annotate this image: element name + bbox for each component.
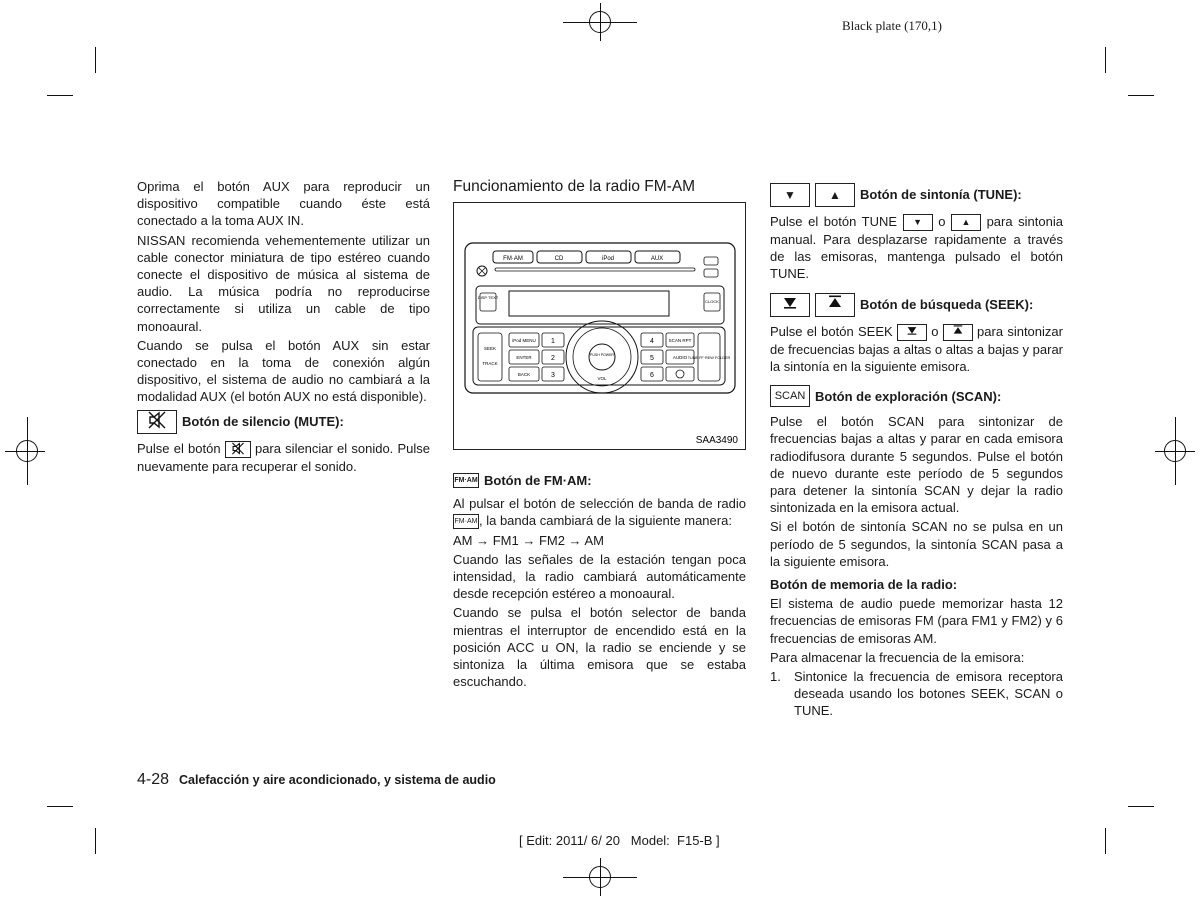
preset-6-label: 6: [650, 372, 654, 379]
up-arrow-icon: ▲: [951, 214, 981, 231]
tune-or: o: [938, 214, 946, 229]
seek-down-icon: [770, 293, 810, 317]
knob-label: PUSH POWER: [590, 353, 614, 357]
fm-am-heading-row: [453, 472, 746, 489]
mute-heading-row: [137, 410, 430, 434]
column-2: [453, 178, 746, 203]
enter-button-label: ENTER: [516, 355, 532, 360]
ipod-menu-label: iPod MENU: [512, 338, 536, 343]
fm-am-p1-before: Al pulsar el botón de selección de banda de radio: [453, 496, 746, 512]
seek-up-icon: [943, 324, 973, 341]
seek-text-after: para sintonizar de frecuencias bajas a altas o altas a bajas y parar la sintonía en la siguiente emisora.: [770, 323, 1063, 374]
clock-button-label: CLOCK: [705, 299, 719, 304]
audio-button-label: AUDIO: [672, 355, 688, 360]
paragraph: Si el botón de sintonía SCAN no se pulsa en un período de 5 segundos, la sintonía SCAN pasa a la siguiente emisora.: [770, 519, 1063, 569]
list-item: [770, 668, 1063, 720]
radio-figure: [453, 202, 746, 450]
preset-5-label: 5: [650, 355, 654, 362]
preset-2-label: 2: [551, 355, 555, 362]
section-title: Funcionamiento de la radio FM-AM: [453, 178, 696, 195]
fm-am-paragraph: [453, 495, 746, 529]
memory-heading: Botón de memoria de la radio:: [770, 576, 958, 592]
aux-button-label: AUX: [650, 256, 664, 262]
scan-key-icon: SCAN: [770, 385, 810, 407]
paragraph: NISSAN recomienda vehementemente utilizar un cable conector miniatura de tipo estéreo cuando conecte el dispositivo de música al sistema de audio. La música podría no reproducirse correctamente si utiliza un cable de tipo monoaural.: [137, 232, 430, 334]
mute-heading: Botón de silencio (MUTE):: [182, 414, 344, 430]
seek-up-icon: [815, 293, 855, 317]
seek-or: o: [931, 323, 939, 339]
fm-am-inline-key: FM·AM: [453, 514, 479, 529]
down-arrow-icon: ▼: [770, 183, 810, 207]
ipod-button-label: iPod: [601, 256, 615, 262]
tune-text-after: para sintonia manual. Para desplazarse rapidamente a través de las emisoras, mantenga pulsado el botón TUNE.: [770, 214, 1063, 282]
mute-text-after: para silenciar el sonido. Pulse nuevamente para recuperar el sonido.: [137, 440, 430, 474]
page-number: 4-28: [137, 771, 170, 788]
preset-4-label: 4: [650, 338, 654, 345]
fm-am-heading: Botón de FM·AM:: [484, 473, 592, 488]
page-footer: [137, 771, 496, 789]
tune-heading-row: [770, 183, 1063, 207]
paragraph: Cuando se pulsa el botón AUX sin estar conectado en la toma de conexión algún dispositivo, el sistema de audio no cambiará a la modalidad AUX (el botón AUX no está disponible).: [137, 337, 430, 405]
column-1: [137, 178, 430, 477]
edit-info: [ Edit: 2011/ 6/ 20 Model: F15-B ]: [519, 833, 720, 848]
seek-heading-row: [770, 293, 1063, 317]
scan-rpt-label: SCAN RPT: [668, 338, 692, 343]
column-3: [770, 183, 1063, 720]
radio-illustration: [454, 203, 745, 449]
fm-am-p1-after: , la banda cambiará de la siguiente manera:: [479, 513, 732, 529]
mute-text: [137, 440, 430, 475]
figure-code: SAA3490: [695, 435, 738, 446]
track-button-label: TRACK: [482, 361, 498, 366]
down-arrow-icon: ▼: [903, 214, 933, 231]
band-sequence: AM → FM1 → FM2 → AM: [453, 532, 604, 548]
back-button-label: BACK: [517, 372, 531, 377]
cd-button-label: CD: [554, 256, 564, 262]
fm-am-section: [453, 472, 746, 692]
vol-label: VOL: [597, 376, 607, 381]
step-number: 1.: [770, 668, 781, 684]
paragraph: Pulse el botón SCAN para sintonizar de frecuencias bajas a altas y parar en cada emisora radiodifusora durante 5 segundos. Pulse el botón de nuevo durante este período de 5 segundos para detener la sintonía SCAN y dejar la radio sintonizada en la emisora actual.: [770, 414, 1063, 516]
seek-heading: Botón de búsqueda (SEEK):: [860, 297, 1034, 313]
step-text: Sintonice la frecuencia de emisora receptora deseada usando los botones SEEK, SCAN o TUNE.: [794, 668, 1063, 719]
mute-text-before: Pulse el botón: [137, 440, 221, 456]
mute-key-icon: [137, 410, 177, 434]
tune-button-label: TUNE FF·REW FOLDER: [687, 356, 731, 360]
fm-am-key-icon: FM·AM: [453, 473, 479, 488]
paragraph: Cuando se pulsa el botón selector de banda mientras el interruptor de encendido está en la posición ACC u ON, la radio se enciende y se sintoniza la última emisora que se estaba escuchando.: [453, 605, 746, 690]
seek-paragraph: [770, 323, 1063, 375]
chapter-title: Calefacción y aire acondicionado, y sistema de audio: [179, 773, 496, 787]
plate-label: Black plate (170,1): [842, 18, 942, 33]
tune-text-before: Pulse el botón TUNE: [770, 214, 898, 229]
preset-1-label: 1: [551, 338, 555, 345]
fm-am-button-label: FM·AM: [503, 256, 523, 262]
paragraph: Para almacenar la frecuencia de la emisora:: [770, 649, 1025, 665]
scan-heading-row: [770, 385, 1063, 407]
tune-heading: Botón de sintonía (TUNE):: [860, 187, 1022, 203]
seek-text-before: Pulse el botón SEEK: [770, 323, 893, 339]
tune-paragraph: [770, 213, 1063, 283]
mute-inline-icon: [225, 441, 251, 458]
paragraph: Oprima el botón AUX para reproducir un dispositivo compatible cuando éste está conectado a la toma AUX IN.: [137, 179, 430, 229]
paragraph: Cuando las señales de la estación tengan poca intensidad, la radio cambiará automáticamente desde recepción estéreo a monoaural.: [453, 551, 746, 602]
preset-3-label: 3: [551, 372, 555, 379]
paragraph: El sistema de audio puede memorizar hasta 12 frecuencias de emisoras FM (para FM1 y FM2) y 6 frecuencias de emisoras AM.: [770, 596, 1063, 646]
seek-down-icon: [897, 324, 927, 341]
disp-button-label: DISP TEXT: [477, 295, 499, 300]
up-arrow-icon: ▲: [815, 183, 855, 207]
scan-heading: Botón de exploración (SCAN):: [815, 388, 1002, 404]
seek-button-label: SEEK: [483, 346, 497, 351]
